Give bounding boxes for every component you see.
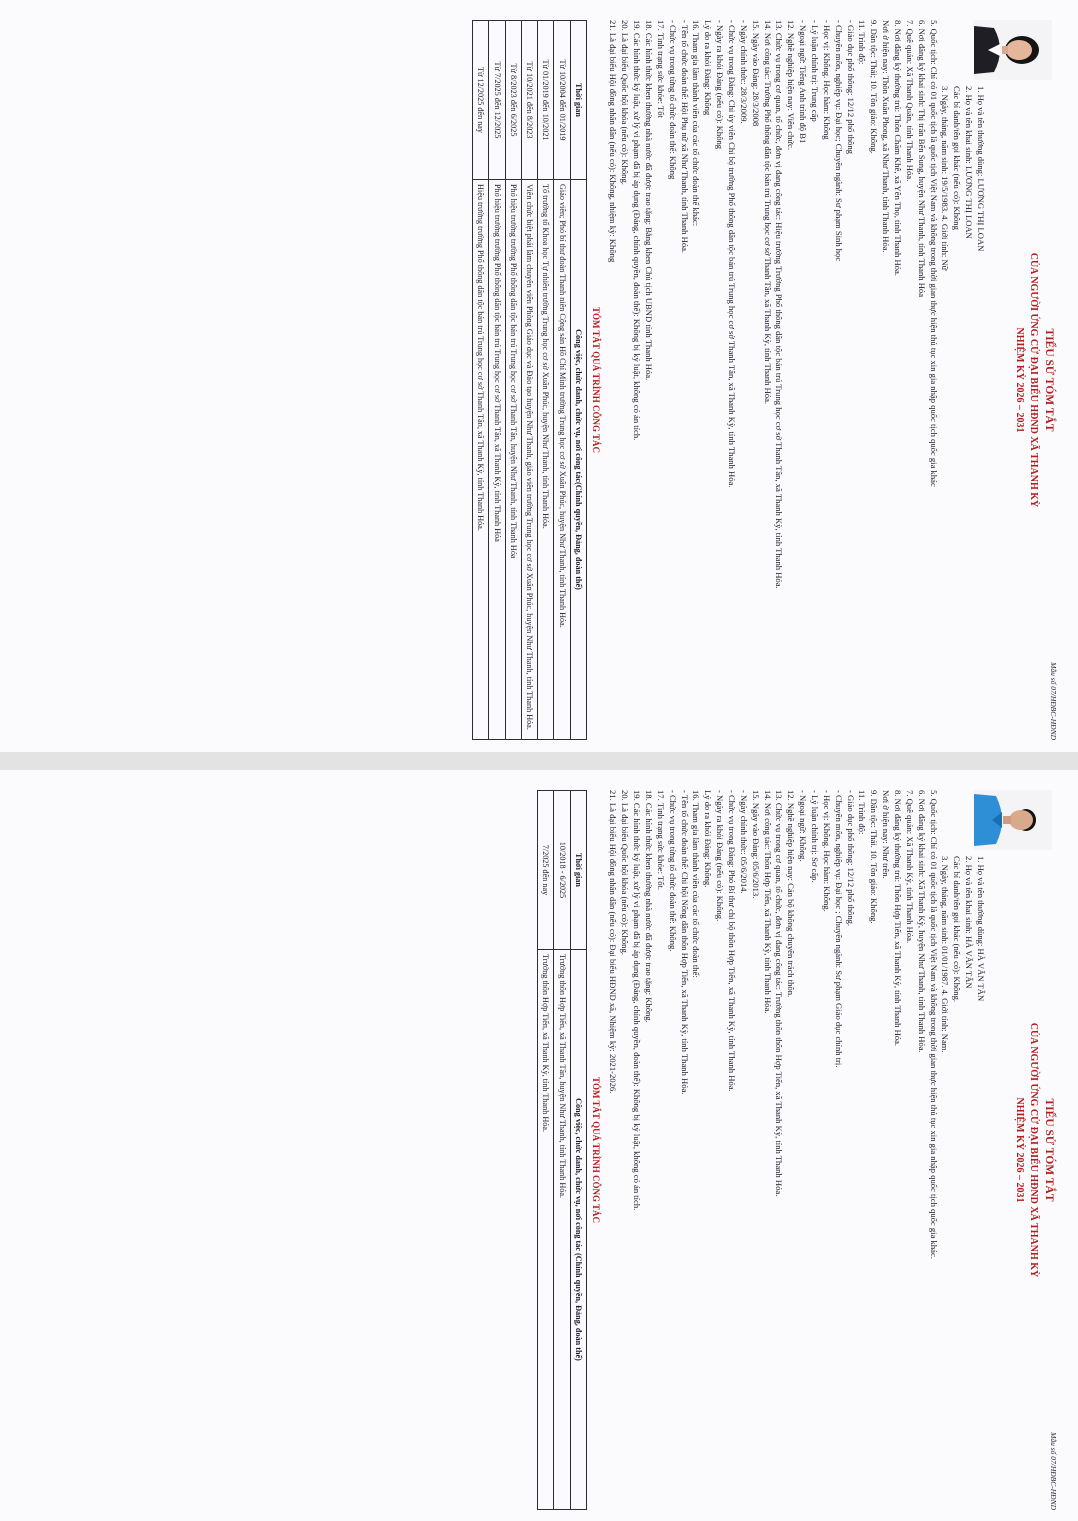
column-header-description: Công việc, chức danh, chức vụ, nơi công tác(Chính quyền, Đảng, đoàn thể) [570,180,586,740]
table-header-row [570,21,586,740]
table-row [554,21,570,740]
bio-line: 3. Ngày, tháng, năm sinh: 01/01/1987. 4. Giới tính: Nam. [940,856,951,1053]
column-header-period: Thời gian [570,791,586,950]
bio-line: 12. Nghề nghiệp hiện nay: Cán bộ không chuyên trách thôn. [786,790,797,998]
period-cell: Từ 01/2019 đến 10/2021 [538,21,554,180]
period-cell: Từ 7/2025 đến 12/2025 [489,21,505,180]
bio-line: - Chuyên môn, nghiệp vụ: Đại học ; Chuyên ngành: Sư phạm Giáo dục chính trị. [833,790,844,1068]
document-page-2 [0,770,1078,1521]
bio-line: 19. Các hình thức kỷ luật, xử lý vi phạm đã bị áp dụng (Đảng, chính quyền, đoàn thể): Không bị kỷ luật, không có án tích. [632,20,643,441]
bio-line: Lý do ra khỏi Đảng: Không [703,20,714,116]
bio-line: 17. Tình trạng sức khỏe: Tốt [655,20,666,118]
description-cell: Tổ trưởng tổ Khoa học Tự nhiên trường Trung học cơ sở Xuân Phúc, huyện Như Thanh, tỉnh Thanh Hóa. [538,180,554,740]
table-row [505,21,521,740]
table-row [538,21,554,740]
period-cell: 7/2025 đến nay [538,791,554,950]
table-row [472,21,488,740]
career-table [537,790,587,1510]
description-cell: Trưởng thôn Hợp Tiến, xã Thanh Tân, huyện Như Thanh, tỉnh Thanh Hóa. [554,950,570,1510]
bio-line: - Lý luận chính trị: Trung cấp [809,20,820,122]
bio-line: 6. Nơi đăng ký khai sinh: Thị trấn Bến Sung, huyện Như Thanh, tỉnh Thanh Hóa [916,20,927,298]
bio-line: 1. Họ và tên thường dùng: LƯƠNG THỊ LOAN [976,86,986,252]
bio-line: 6. Nơi đăng ký khai sinh: Xã Thanh Kỳ, huyện Như Thanh, tỉnh Thanh Hóa. [916,790,927,1053]
bio-line: 2. Họ và tên khai sinh: LƯƠNG THỊ LOAN [964,86,975,239]
career-section-title: TÓM TẮT QUÁ TRÌNH CÔNG TÁC [591,1076,602,1224]
bio-line: 20. Là đại biểu Quốc hội khóa (nếu có): Không. [620,790,631,955]
title-line-3: NHIỆM KỲ 2026 – 2031 [1014,1097,1026,1203]
period-cell: Từ 10/2021 đến 8/2023 [521,21,537,180]
bio-line: - Giáo dục phổ thông: 12/12 phổ thông. [845,790,856,927]
title-line-3: NHIỆM KỲ 2026 – 2031 [1014,327,1026,433]
bio-line: 14. Nơi công tác: Trường Phổ thông dân tộc bán trú Trung học cơ sở Thanh Tân, xã Thanh Kỳ, tỉnh Thanh Hóa. [762,20,773,405]
page-1-content [18,20,1058,740]
bio-line: Nơi ở hiện nay: Thôn Xuân Phong, xã Như Thanh, tỉnh Thanh Hóa. [881,20,892,253]
bio-line: - Chức vụ trong Đảng: Chi ủy viên Chi bộ trường Phổ thông dân tộc bán trú Trung học cơ sở Thanh Tân, xã Thanh Kỳ, tỉnh Thanh Hóa. [726,20,737,488]
bio-line: 16. Tham gia làm thành viên của các tổ chức đoàn thể khác: [691,20,702,227]
document-title [1013,790,1056,1510]
table-row [489,21,505,740]
table-row [554,791,570,1510]
bio-line: Nơi ở hiện nay: Như trên. [881,790,892,879]
table-row [538,791,554,1510]
page-separator [0,752,1078,770]
bio-line: 1. Họ và tên thường dùng: HÀ VĂN TÂN [976,856,986,1002]
description-cell: Phó hiệu trưởng trường Phổ thông dân tộc bán trú Trung học cơ sở Thanh Tân, xã Thanh Kỳ, tỉnh Thanh Hóa [489,180,505,740]
form-number: Mẫu số 07/HĐBC-HĐND [1049,1432,1058,1510]
biography-text [472,20,986,740]
bio-line: 14. Nơi công tác: Thôn Hợp Tiến, xã Thanh Kỳ, tỉnh Thanh Hóa. [762,790,773,1014]
career-section-title: TÓM TẮT QUÁ TRÌNH CÔNG TÁC [591,306,602,454]
bio-line: - Chức vụ trong từng tổ chức đoàn thể: Không [667,20,678,180]
column-header-description: Công việc, chức danh, chức vụ, nơi công tác (Chính quyền, Đảng, đoàn thể) [570,950,586,1510]
bio-line: 11. Trình độ: [857,20,868,65]
bio-line: 15. Ngày vào Đảng: 05/6/2013. [750,790,761,899]
document-page-1 [0,0,1078,752]
bio-line: 16. Tham gia làm thành viên của các tổ chức đoàn thể: [691,790,702,978]
column-header-period: Thời gian [570,21,586,180]
period-cell: Từ 12/2025 đến nay [472,21,488,180]
bio-line: 21. Là đại biểu Hội đồng nhân dân (nếu có): Không, nhiệm kỳ: Không [608,20,619,263]
document-title [1013,20,1056,740]
bio-line: 13. Chức vụ trong cơ quan, tổ chức, đơn vị đang công tác: Trưởng thôn thôn Hợp Tiến, xã Thanh Kỳ, tỉnh Thanh Hóa. [774,790,785,1197]
biography-text [537,790,986,1510]
bio-line: Các bí danh/tên gọi khác (nếu có): Không [952,86,963,230]
table-header-row [570,791,586,1510]
bio-line: 3. Ngày, tháng, năm sinh: 19/5/1983. 4. Giới tính: Nữ [940,86,951,271]
bio-line: 2. Họ và tên khai sinh: HÀ VĂN TÂN [964,856,975,989]
bio-line: - Học vị: Không. Học hàm: Không. [821,790,832,912]
page-2-content [18,790,1058,1510]
period-cell: Từ 8/2023 đến 6/2025 [505,21,521,180]
bio-line: - Ngày ra khỏi Đảng (nếu có): Không [715,20,726,150]
bio-line: 19. Các hình thức kỷ luật, xử lý vi phạm đã bị áp dụng (Đảng, chính quyền, đoàn thể): Không bị kỷ luật, không có án tích. [632,790,643,1211]
bio-line: - Ngày chính thức: 28/3/2009. [738,20,749,124]
bio-line: 8. Nơi đăng ký thường trú: Thôn Hợp Tiến, xã Thanh Kỳ, tỉnh Thanh Hóa. [892,790,903,1047]
bio-line: 13. Chức vụ trong cơ quan, tổ chức, đơn vị đang công tác: Hiệu trưởng Trường Phổ thông dân tộc bán trú Trung học cơ sở Thanh Tân, xã Thanh Kỳ, tỉnh Thanh Hóa. [774,20,785,589]
bio-line: - Chuyên môn, nghiệp vụ: Đại học; Chuyên ngành: Sư phạm Sinh học [833,20,844,262]
bio-line: 9. Dân tộc: Thái; 10. Tôn giáo: Không. [869,20,880,154]
bio-line: - Ngoại ngữ: Không. [798,790,809,862]
bio-line: 20. Là đại biểu Quốc hội khóa (nếu có): Không. [620,20,631,185]
bio-line: - Ngày ra khỏi Đảng (nếu có): Không. [715,790,726,922]
description-cell: Viên chức biệt phái làm chuyên viên Phòng Giáo dục và Đào tạo huyện Như Thanh, giáo viên trường Trung học cơ sở Xuân Phúc, huyện Như Thanh, tỉnh Thanh Hóa. [521,180,537,740]
bio-line: 17. Tình trạng sức khỏe: Tốt. [655,790,666,891]
table-row [521,21,537,740]
bio-line: Lý do ra khỏi Đảng: Không. [703,790,714,888]
bio-line: - Chức vụ trong Đảng: Phó Bí thư chi bộ thôn Hợp Tiến, xã Thanh Kỳ, tỉnh Thanh Hóa. [726,790,737,1092]
bio-line: 11. Trình độ: [857,790,868,835]
title-line-2: CỦA NGƯỜI ỨNG CỬ ĐẠI BIỂU HĐND XÃ THANH KỲ [1028,252,1040,508]
form-number: Mẫu số 07/HĐBC-HĐND [1049,662,1058,740]
bio-line: - Giáo dục phổ thông: 12/12 phổ thông [845,20,856,154]
title-line-1: TIỂU SỬ TÓM TẮT [1043,328,1055,432]
bio-line: 8. Nơi đăng ký thường trú: Thôn Chăm Khê, xã Yên Thọ, tỉnh Thanh Hóa. [892,20,903,276]
description-cell: Hiệu trưởng trường Phổ thông dân tộc bán trú Trung học cơ sở Thanh Tân, xã Thanh Kỳ, tỉnh Thanh Hóa. [472,180,488,740]
bio-line: 7. Quê quán: Xã Thanh Kỳ, tỉnh Thanh Hóa. [904,790,915,944]
period-cell: Từ 10/2004 đến 01/2019 [554,21,570,180]
bio-line: 21. Là đại biểu Hội đồng nhân dân (nếu có): Đại biểu HĐND xã, Nhiệm kỳ: 2021-2026. [608,790,619,1094]
bio-line: - Chức vụ trong từng tổ chức đoàn thể: Không. [667,790,678,952]
description-cell: Phó hiệu trưởng trường Phổ thông dân tộc bán trú Trung học cơ sở Thanh Tân, huyện Như Thanh, tỉnh Thanh Hóa [505,180,521,740]
bio-line: Các bí danh/tên gọi khác (nếu có): Không. [952,856,963,1003]
period-cell: 10/2018 - 6/2025 [554,791,570,950]
bio-line: - Học vị: Không. Học hàm: Không [821,20,832,140]
bio-line: 12. Nghề nghiệp hiện nay: Viên chức. [786,20,797,150]
bio-line: 18. Các hình thức khen thưởng nhà nước đã được trao tặng: Bằng khen Chủ tịch UBND tỉnh Thanh Hóa. [643,20,654,381]
career-table [472,20,587,740]
description-cell: Trưởng thôn Hợp Tiến, xã Thanh Kỳ, tỉnh Thanh Hóa. [538,950,554,1510]
bio-line: - Ngày chính thức: 05/6/2014. [738,790,749,894]
bio-line: 15. Ngày vào Đảng: 28/3/2008 [750,20,761,127]
bio-line: - Lý luận chính trị: Sơ cấp. [809,790,820,883]
title-line-2: CỦA NGƯỜI ỨNG CỬ ĐẠI BIỂU HĐND XÃ THANH KỲ [1028,1022,1040,1278]
bio-line: - Ngoại ngữ: Tiếng Anh trình độ B1 [798,20,809,144]
bio-line: 18. Các hình thức khen thưởng nhà nước đã được trao tặng: Không. [643,790,654,1023]
bio-line: 9. Dân tộc: Thái. 10. Tôn giáo: Không. [869,790,880,924]
bio-line: 5. Quốc tịch: Chỉ có 01 quốc tịch là quốc tịch Việt Nam và không trong thời gian thực hiện thủ tục xin gia nhập quốc tịch quốc gia khác [928,20,939,487]
bio-line: 7. Quê quán: Xã Thanh Quân, tỉnh Thanh Hóa. [904,20,915,182]
title-line-1: TIỂU SỬ TÓM TẮT [1043,1098,1055,1202]
bio-line: - Tên tổ chức đoàn thể: Chi hội Nông dân thôn Hợp Tiến, xã Thanh Kỳ, tỉnh Thanh Hóa. [679,790,690,1095]
bio-line: 5. Quốc tịch: Chỉ có 01 quốc tịch là quốc tịch Việt Nam và không trong thời gian thực hiện thủ tục xin gia nhập quốc tịch quốc gia khác. [928,790,939,1259]
bio-line: - Tên tổ chức đoàn thể: Hội Phụ nữ xã Như Thanh, tỉnh Thanh Hóa. [679,20,690,254]
description-cell: Giáo viên; Phó bí thư đoàn Thanh niên Cộng sản Hồ Chí Minh trường Trung học cơ sở Xuân Phúc, huyện Như Thanh, tỉnh Thanh Hóa. [554,180,570,740]
